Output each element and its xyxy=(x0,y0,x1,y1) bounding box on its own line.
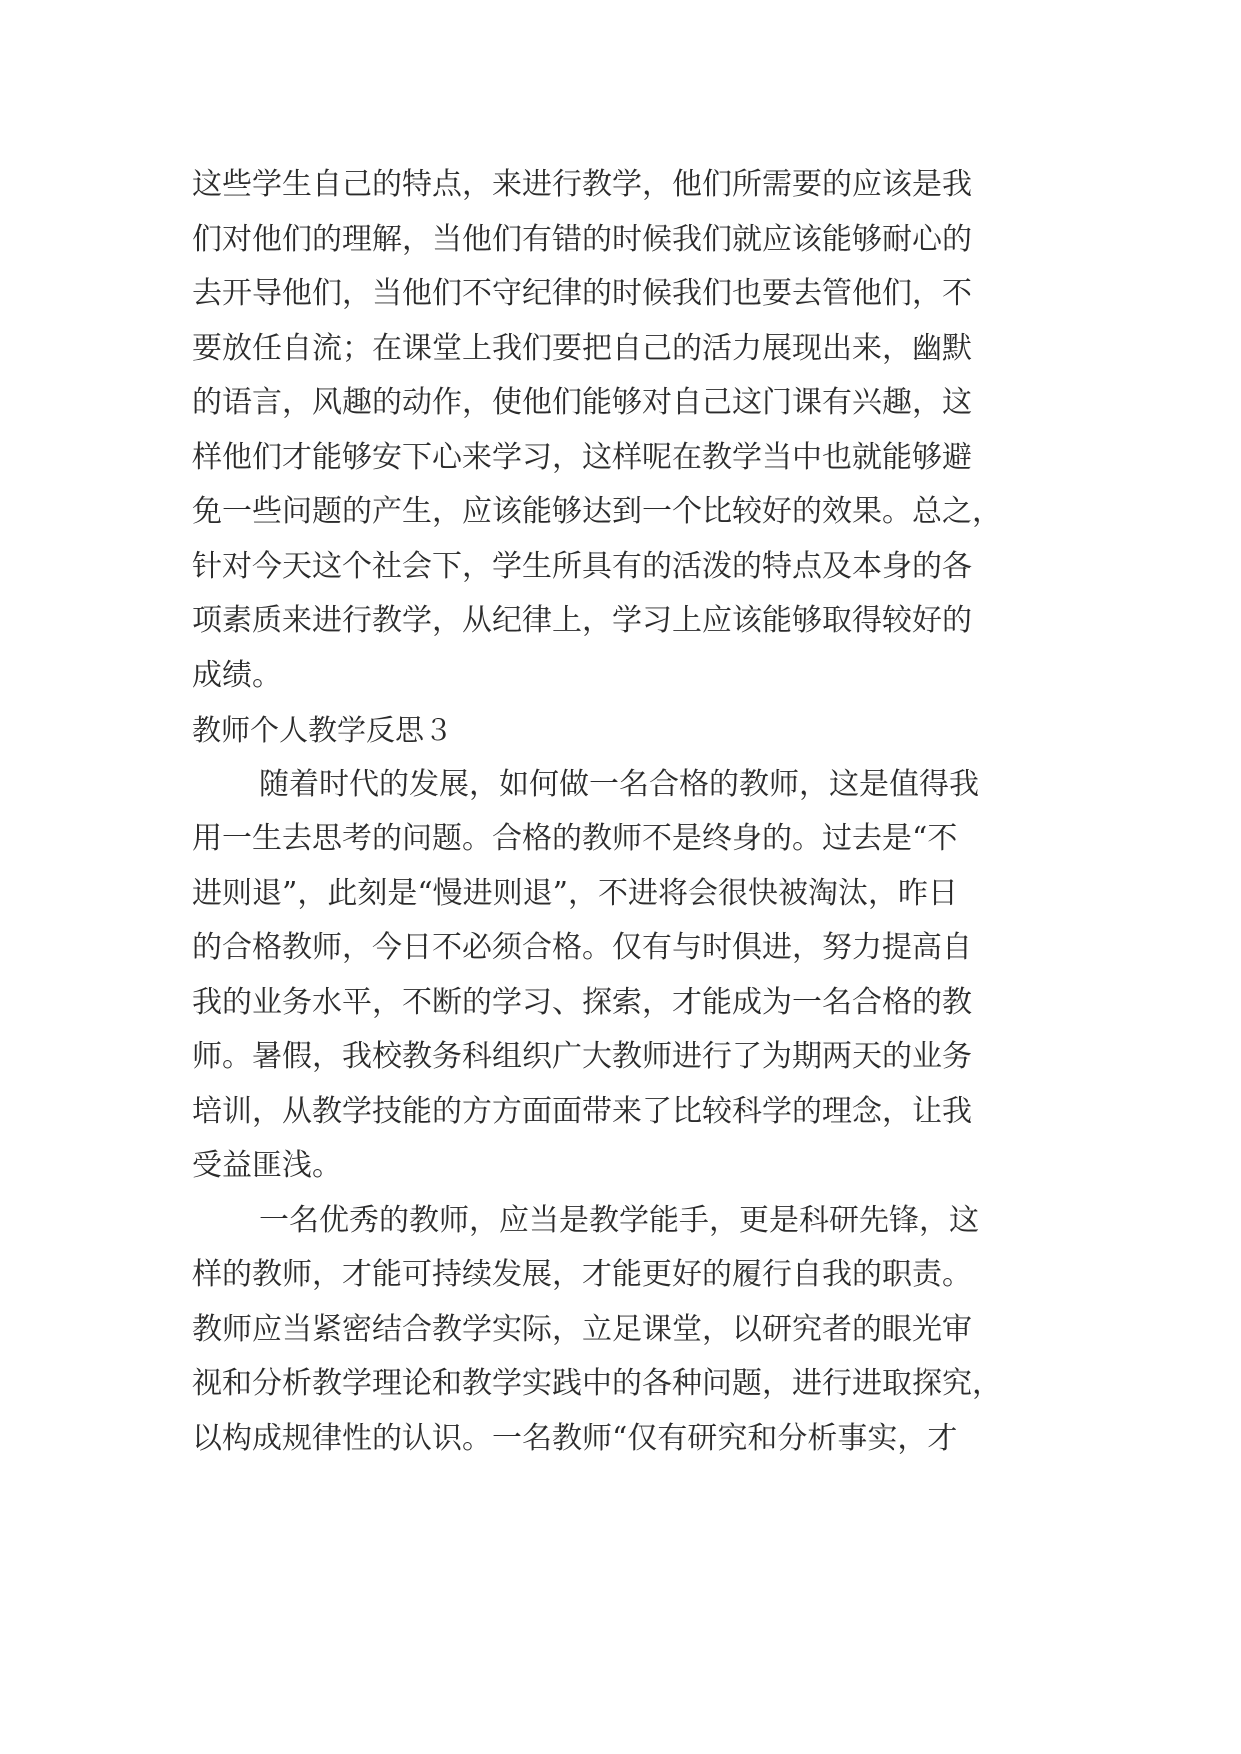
text-line: 师。暑假，我校教务科组织广大教师进行了为期两天的业务 xyxy=(192,1039,972,1074)
text-line: 们对他们的理解，当他们有错的时候我们就应该能够耐心的 xyxy=(192,221,972,257)
text-line: 视和分析教学理论和教学实践中的各种问题，进行进取探究， xyxy=(192,1366,1002,1401)
text-line: 的语言，风趣的动作，使他们能够对自己这门课有兴趣，这 xyxy=(192,385,972,420)
section-heading: 教师个人教学反思３ xyxy=(192,713,454,747)
text-line: 随着时代的发展，如何做一名合格的教师，这是值得我 xyxy=(259,766,979,802)
text-line: 要放任自流；在课堂上我们要把自己的活力展现出来，幽默 xyxy=(192,330,972,366)
paragraph-2 xyxy=(192,758,1072,1194)
text-line: 我的业务水平，不断的学习、探索，才能成为一名合格的教 xyxy=(192,984,972,1020)
text-line: 用一生去思考的问题。合格的教师不是终身的。过去是“不 xyxy=(192,821,958,856)
text-line: 针对今天这个社会下，学生所具有的活泼的特点及本身的各 xyxy=(192,548,972,584)
text-line: 以构成规律性的认识。一名教师“仅有研究和分析事实，才 xyxy=(192,1420,958,1456)
text-line: 教师应当紧密结合教学实际，立足课堂，以研究者的眼光审 xyxy=(192,1311,972,1347)
document-body xyxy=(192,158,1072,1466)
text-line: 的合格教师，今日不必须合格。仅有与时俱进，努力提高自 xyxy=(192,930,972,965)
text-line: 成绩。 xyxy=(192,657,282,693)
text-line: 培训，从教学技能的方方面面带来了比较科学的理念，让我 xyxy=(192,1093,972,1129)
text-line: 免一些问题的产生，应该能够达到一个比较好的效果。总之， xyxy=(192,494,1002,529)
text-line: 这些学生自己的特点，来进行教学，他们所需要的应该是我 xyxy=(192,167,972,202)
text-line: 进则退”，此刻是“慢进则退”，不进将会很快被淘汰，昨日 xyxy=(192,875,959,911)
text-line: 项素质来进行教学，从纪律上，学习上应该能够取得较好的 xyxy=(192,603,972,638)
paragraph-3 xyxy=(192,1194,1072,1467)
text-line: 样他们才能够安下心来学习，这样呢在教学当中也就能够避 xyxy=(192,439,972,475)
text-line: 一名优秀的教师，应当是教学能手，更是科研先锋，这 xyxy=(259,1202,979,1238)
paragraph-1 xyxy=(192,158,1072,703)
text-line: 样的教师，才能可持续发展，才能更好的履行自我的职责。 xyxy=(192,1257,972,1292)
text-line: 受益匪浅。 xyxy=(192,1148,342,1183)
text-line: 去开导他们，当他们不守纪律的时候我们也要去管他们，不 xyxy=(192,276,972,311)
